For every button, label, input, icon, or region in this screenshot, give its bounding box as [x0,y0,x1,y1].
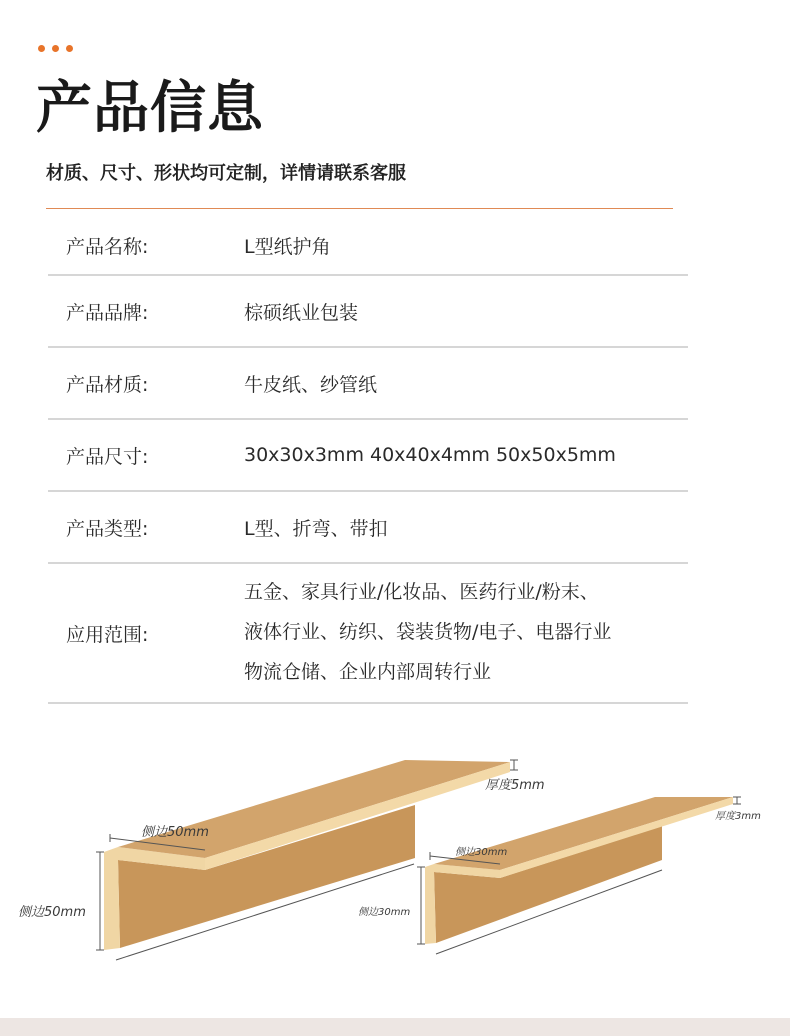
small-side-top-label: 侧边30mm [455,847,508,858]
application-line: 五金、家具行业/化妆品、医药行业/粉末、 [244,581,599,603]
large-thickness-label: 厚度5mm [485,778,545,793]
dot-icon [66,45,73,52]
footer-band [0,1018,790,1036]
spec-label: 产品类型: [66,517,149,540]
spec-value: 棕硕纸业包装 [244,301,359,324]
spec-label: 产品材质: [66,373,149,396]
dot-icon [52,45,59,52]
large-side-top-label: 侧边50mm [141,825,209,840]
small-thickness-label: 厚度3mm [715,811,761,822]
spec-label: 产品名称: [66,235,149,258]
title-divider [46,208,673,209]
spec-value: 牛皮纸、纱管纸 [244,373,378,396]
application-line: 液体行业、纺织、袋装货物/电子、电器行业 [244,621,612,643]
spec-label: 产品尺寸: [66,445,149,468]
small-corner-protector [417,797,741,954]
page-subtitle: 材质、尺寸、形状均可定制，详情请联系客服 [46,163,406,184]
corner-protector-diagram [0,740,790,1010]
small-side-left-label: 侧边30mm [358,907,411,918]
spec-row-brand [48,276,688,348]
spec-value: L型纸护角 [244,235,331,258]
spec-value: 30x30x3mm 40x40x4mm 50x50x5mm [244,444,616,466]
page-title: 产品信息 [36,76,264,141]
spec-label: 应用范围: [66,623,149,646]
spec-row-type [48,492,688,564]
application-line: 物流仓储、企业内部周转行业 [244,661,492,683]
dot-icon [38,45,45,52]
spec-value: L型、折弯、带扣 [244,517,388,540]
spec-row-name [48,216,688,276]
large-side-left-label: 侧边50mm [18,905,86,920]
spec-value [244,564,688,702]
spec-row-size [48,420,688,492]
spec-table [48,216,688,704]
spec-row-material [48,348,688,420]
spec-label: 产品品牌: [66,301,149,324]
spec-row-application [48,564,688,704]
